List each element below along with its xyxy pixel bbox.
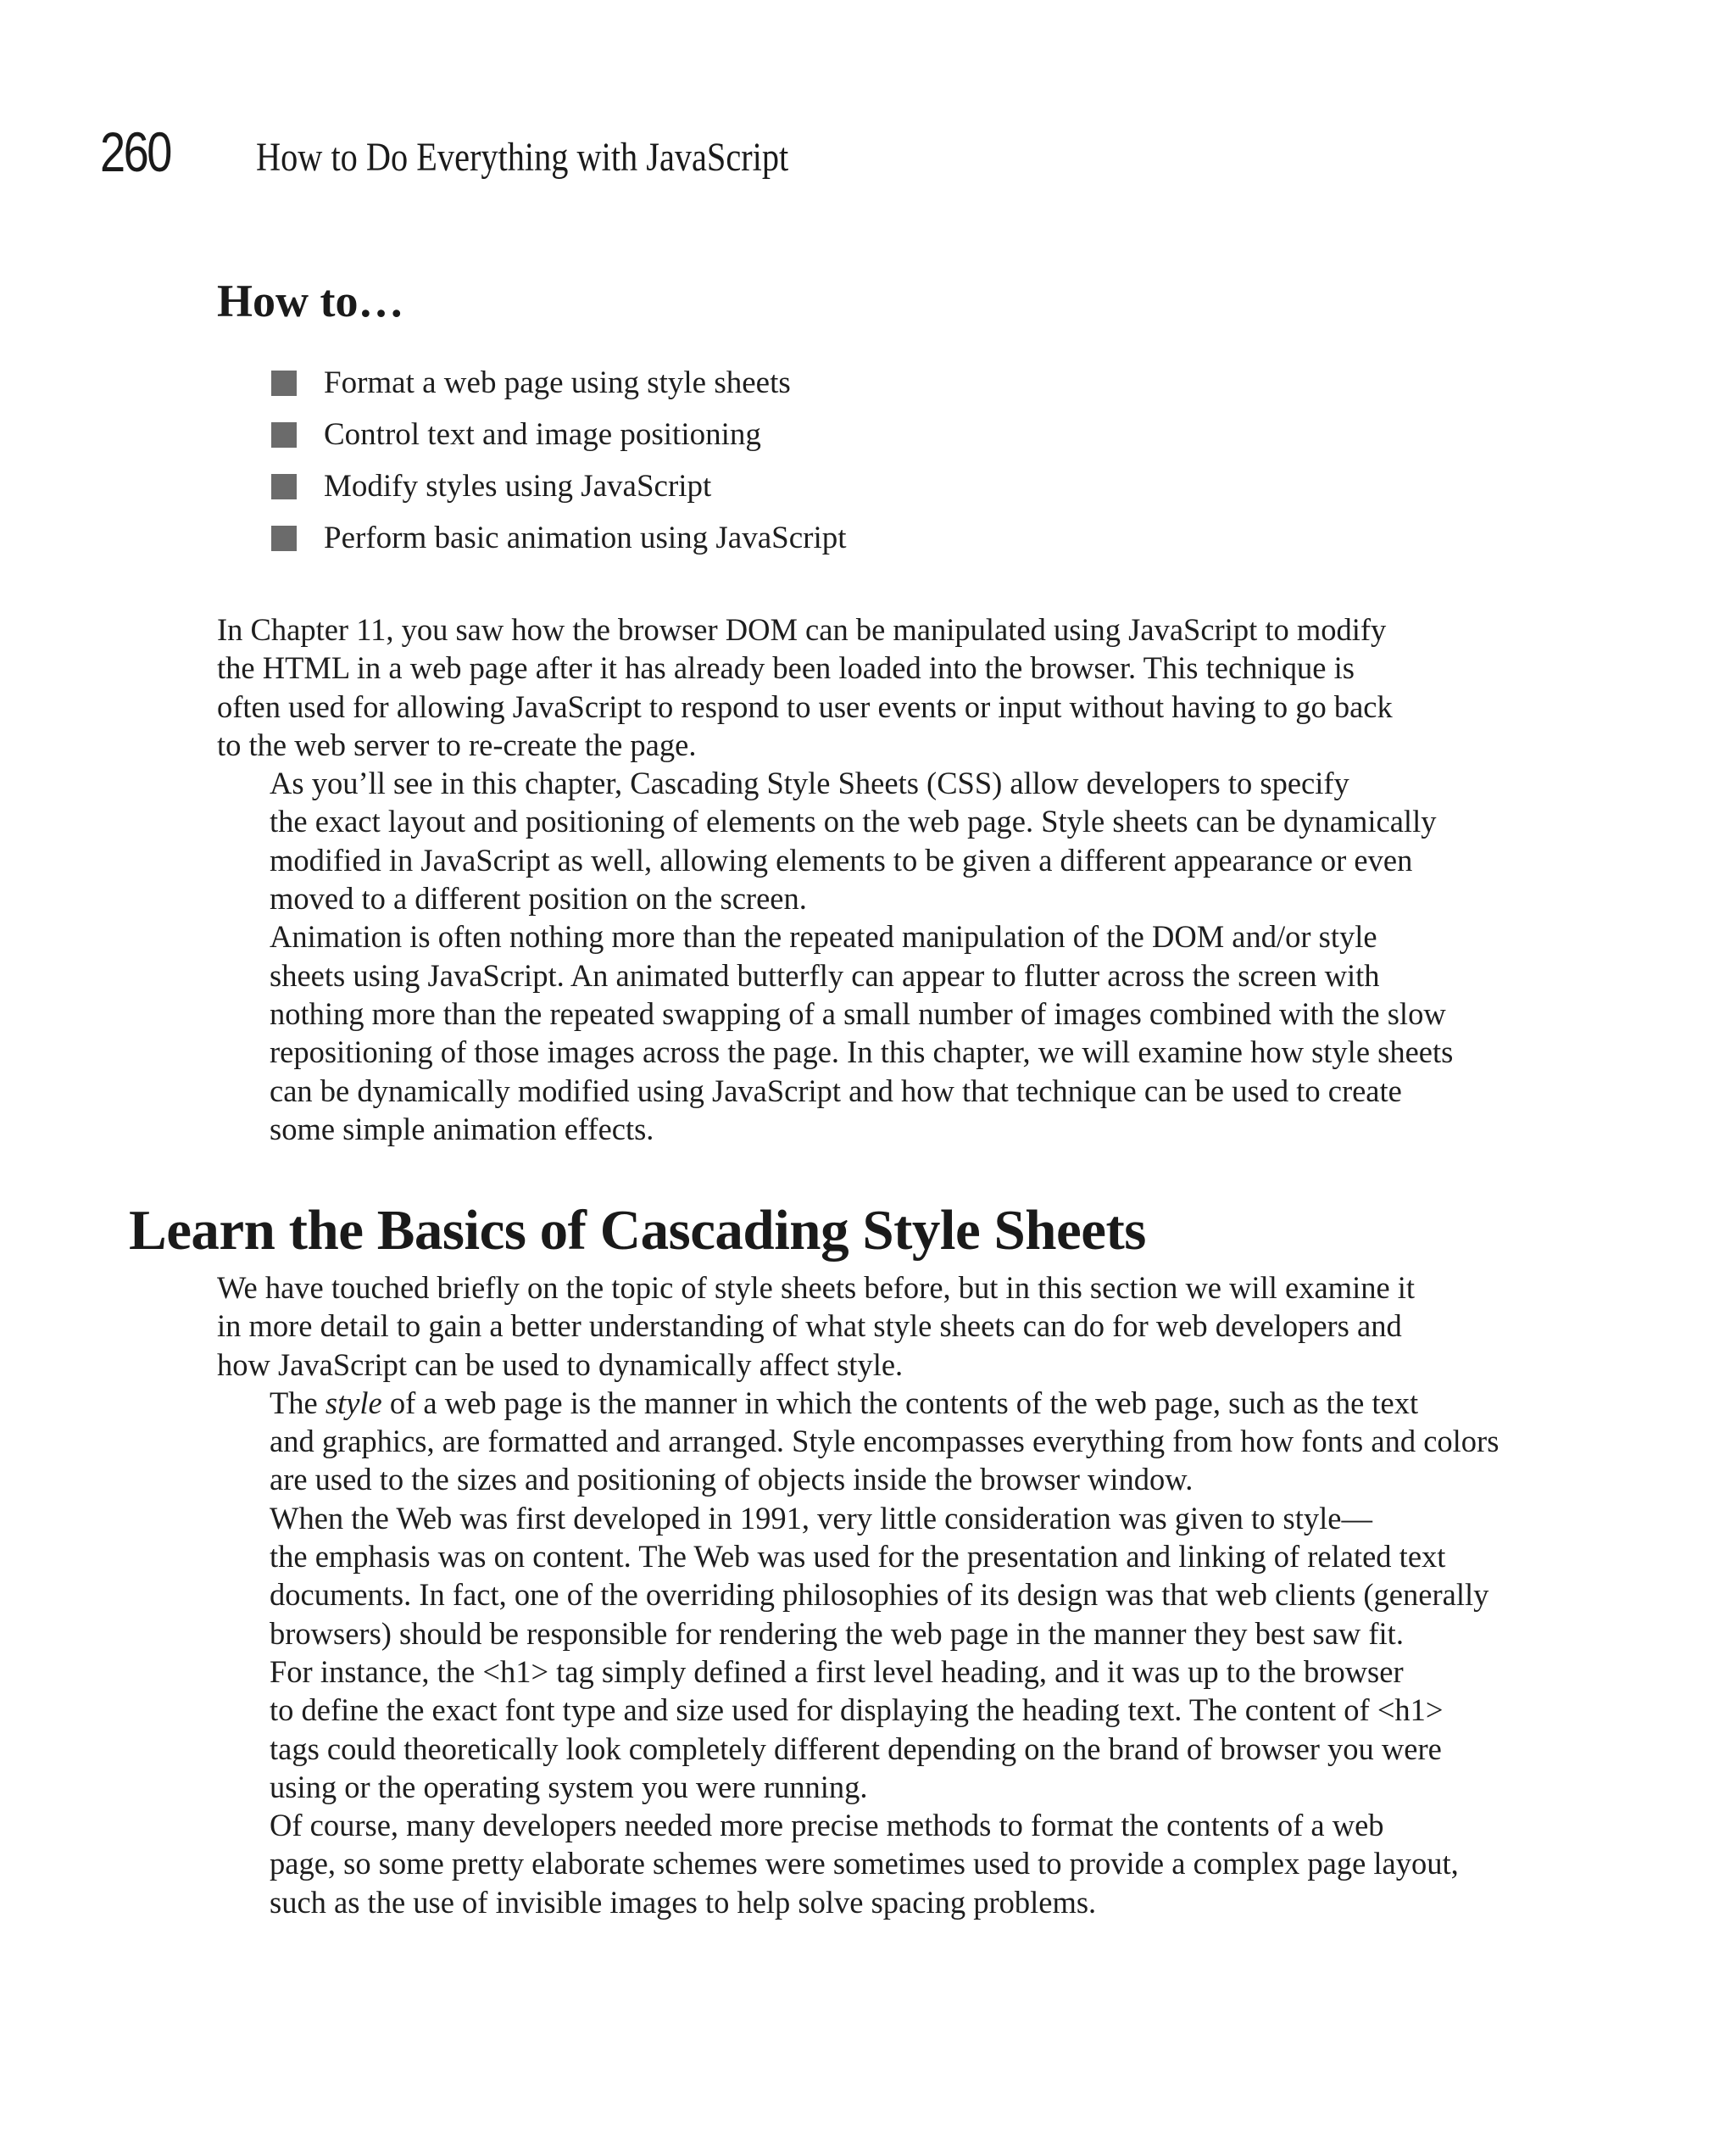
intro-paragraph-3 — [217, 917, 1480, 1148]
section-paragraph-5 — [217, 1806, 1480, 1921]
emphasized-term: style — [325, 1385, 382, 1420]
section-paragraph-3 — [217, 1499, 1489, 1653]
intro-paragraph-2 — [217, 764, 1480, 917]
text-line: moved to a different position on the screen. — [270, 881, 807, 917]
text-line: can be dynamically modified using JavaScript and how that technique can be used to create — [270, 1073, 1402, 1108]
text-line: As you’ll see in this chapter, Cascading Style Sheets (CSS) allow developers to specify — [270, 766, 1349, 801]
running-head: How to Do Everything with JavaScript — [256, 135, 789, 180]
text-line: the emphasis was on content. The Web was used for the presentation and linking of related text — [270, 1539, 1446, 1575]
text-line: Of course, many developers needed more precise methods to format the contents of a web — [270, 1808, 1384, 1843]
section-text — [217, 1268, 1500, 1921]
text-run: The — [270, 1385, 326, 1420]
text-run: of a web page is the manner in which the contents of the web page, such as the text — [381, 1385, 1419, 1420]
text-line: When the Web was first developed in 1991, very little consideration was given to style— — [270, 1500, 1372, 1536]
text-line: in more detail to gain a better understanding of what style sheets can do for web developers and — [217, 1308, 1402, 1344]
section-heading: Learn the Basics of Cascading Style Sheets — [129, 1199, 1146, 1262]
text-line: For instance, the <h1> tag simply defined a first level heading, and it was up to the browser — [270, 1653, 1404, 1689]
text-line: using or the operating system you were running. — [270, 1769, 868, 1804]
text-line: to define the exact font type and size used for displaying the heading text. The content of <h1> — [270, 1692, 1444, 1728]
text-line: page, so some pretty elaborate schemes were sometimes used to provide a complex page layout, — [270, 1846, 1459, 1881]
text-line: documents. In fact, one of the overriding philosophies of its design was that web clients (generally — [270, 1577, 1489, 1613]
intro-text — [217, 610, 1480, 1148]
text-line: In Chapter 11, you saw how the browser DOM can be manipulated using JavaScript to modify — [217, 612, 1387, 647]
text-line: sheets using JavaScript. An animated butterfly can appear to flutter across the screen with — [270, 957, 1380, 993]
list-item-text: Perform basic animation using JavaScript — [324, 521, 847, 555]
list-item — [271, 409, 847, 460]
section-paragraph-2 — [217, 1384, 1500, 1499]
text-line: how JavaScript can be used to dynamically affect style. — [217, 1346, 904, 1382]
list-item — [271, 512, 847, 564]
text-line: the exact layout and positioning of elements on the web page. Style sheets can be dynamically — [270, 804, 1437, 839]
page-number: 260 — [100, 120, 170, 183]
text-line: Animation is often nothing more than the repeated manipulation of the DOM and/or style — [270, 919, 1377, 955]
text-line: nothing more than the repeated swapping of a small number of images combined with the slow — [270, 995, 1446, 1031]
square-bullet-icon — [271, 474, 297, 499]
text-line: repositioning of those images across the page. In this chapter, we will examine how style sheets — [270, 1034, 1454, 1070]
text-line: to the web server to re-create the page. — [217, 727, 697, 762]
text-line: such as the use of invisible images to help solve spacing problems. — [270, 1884, 1097, 1920]
square-bullet-icon — [271, 422, 297, 448]
text-line: and graphics, are formatted and arranged. Style encompasses everything from how fonts and colors — [270, 1424, 1500, 1459]
how-to-list — [271, 357, 847, 564]
section-paragraph-1 — [217, 1268, 1480, 1384]
text-line: the HTML in a web page after it has already been loaded into the browser. This technique is — [217, 650, 1355, 686]
text-line — [217, 1384, 1480, 1422]
text-line: tags could theoretically look completely different depending on the brand of browser you were — [270, 1731, 1442, 1766]
text-line: modified in JavaScript as well, allowing elements to be given a different appearance or even — [270, 842, 1413, 878]
list-item — [271, 460, 847, 512]
text-line: are used to the sizes and positioning of objects inside the browser window. — [270, 1462, 1194, 1497]
section-paragraph-4 — [217, 1653, 1480, 1806]
list-item — [271, 357, 847, 409]
square-bullet-icon — [271, 526, 297, 551]
list-item-text: Modify styles using JavaScript — [324, 469, 712, 504]
square-bullet-icon — [271, 371, 297, 396]
text-line: some simple animation effects. — [270, 1111, 654, 1146]
text-line: often used for allowing JavaScript to respond to user events or input without having to go back — [217, 688, 1393, 724]
text-line: browsers) should be responsible for rendering the web page in the manner they best saw fit. — [270, 1615, 1404, 1651]
list-item-text: Control text and image positioning — [324, 417, 761, 452]
how-to-heading: How to… — [217, 276, 404, 326]
text-line: We have touched briefly on the topic of style sheets before, but in this section we will examine it — [217, 1270, 1416, 1305]
intro-paragraph-1 — [217, 610, 1480, 764]
list-item-text: Format a web page using style sheets — [324, 365, 791, 400]
